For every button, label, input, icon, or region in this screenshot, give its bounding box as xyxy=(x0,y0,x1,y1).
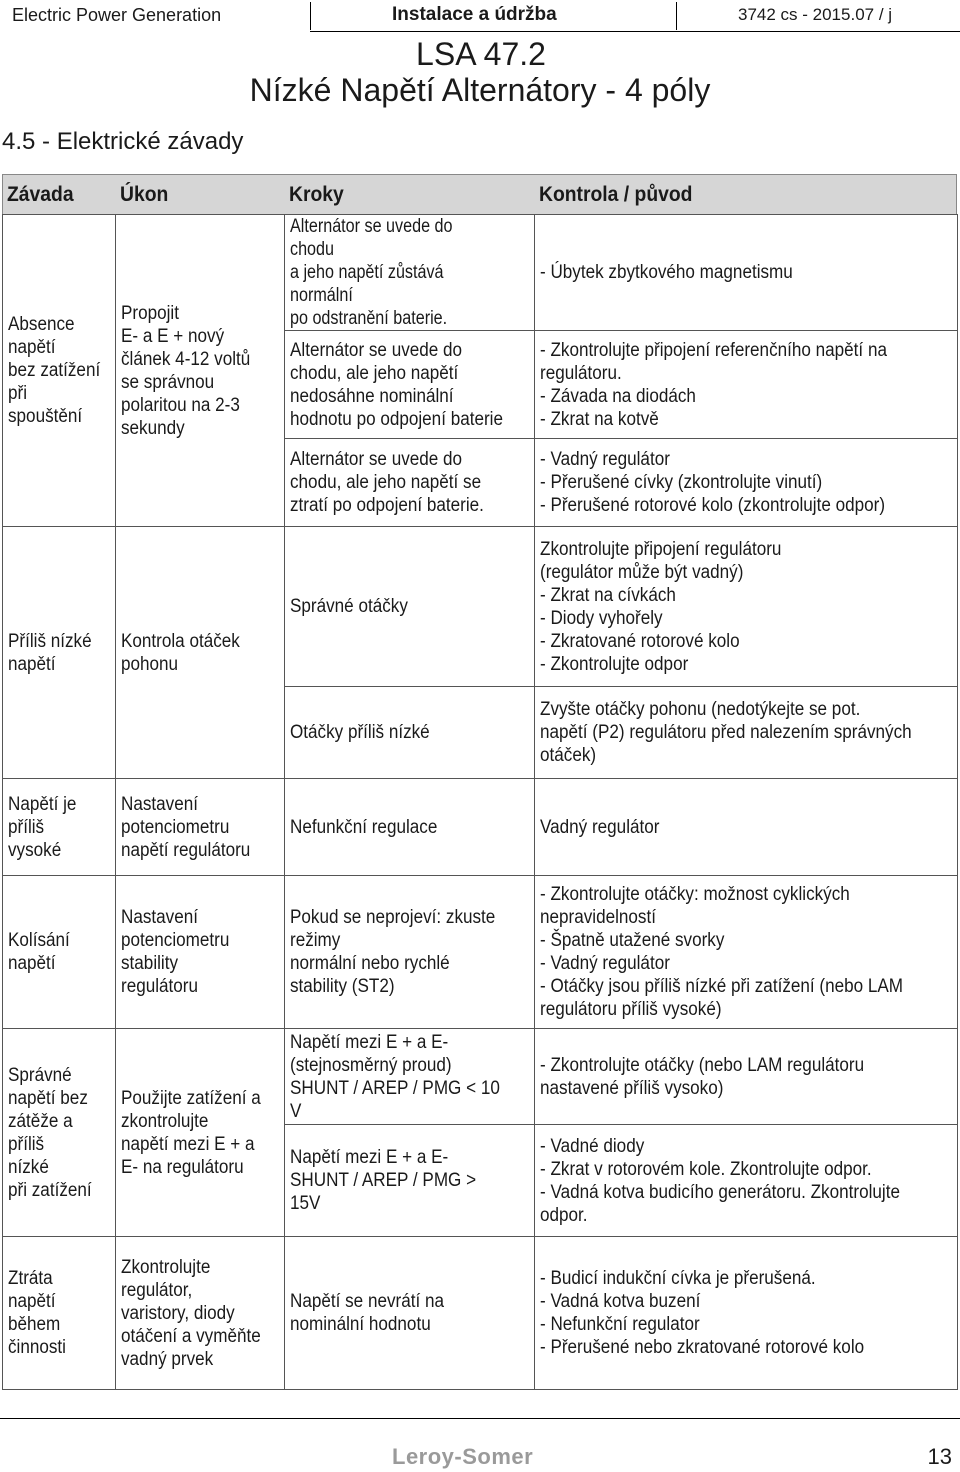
fault-cell xyxy=(3,1237,116,1390)
action-cell xyxy=(116,215,285,527)
action-text: Propojit E- a E + nový článek 4-12 voltů se správnou polaritou na 2-3 sekundy xyxy=(121,302,251,439)
page-number: 13 xyxy=(927,1444,952,1469)
table-row xyxy=(3,527,958,687)
check-text: - Vadné diody - Zkrat v rotorovém kole. Zkontrolujte odpor. - Vadná kotva budicího generátoru. Zkontrolujte odpor. xyxy=(540,1135,900,1226)
header-divider xyxy=(676,2,677,30)
check-text: Zkontrolujte připojení regulátoru (regulátor může být vadný) - Zkrat na cívkách - Diody vyhořely - Zkratované rotorové kolo - Zkontrolujte odpor xyxy=(540,538,782,675)
action-text: Nastavení potenciometru napětí regulátoru xyxy=(121,793,251,861)
step-text: Napětí mezi E + a E- (stejnosměrný proud) SHUNT / AREP / PMG < 10 V xyxy=(290,1031,500,1122)
step-text: Napětí mezi E + a E- SHUNT / AREP / PMG > 15V xyxy=(290,1147,477,1214)
model-subtitle: Nízké Napětí Alternátory - 4 póly xyxy=(249,72,711,108)
action-text: Použijte zatížení a zkontrolujte napětí mezi E + a E- na regulátoru xyxy=(121,1087,261,1178)
step-cell xyxy=(285,779,535,876)
fault-cell xyxy=(3,779,116,876)
fault-cell xyxy=(3,527,116,779)
step-text: Alternátor se uvede do chodu, ale jeho napětí se ztratí po odpojení baterie. xyxy=(290,449,484,516)
company-name: Electric Power Generation xyxy=(12,5,222,25)
check-text: - Úbytek zbytkového magnetismu xyxy=(540,262,793,283)
action-text: Zkontrolujte regulátor, varistory, diody otáčení a vyměňte vadný prvek xyxy=(121,1256,261,1370)
table-row xyxy=(3,1029,958,1125)
check-cell xyxy=(535,215,958,331)
action-cell xyxy=(116,779,285,876)
action-cell xyxy=(116,1237,285,1390)
check-cell xyxy=(535,527,958,687)
step-cell xyxy=(285,1029,535,1125)
column-header-check: Kontrola / původ xyxy=(539,183,693,206)
check-text: - Zkontrolujte otáčky (nebo LAM regulátoru nastavené příliš vysoko) xyxy=(540,1054,865,1099)
check-cell xyxy=(535,1029,958,1125)
fault-table xyxy=(2,214,958,1390)
step-text: Pokud se neprojeví: zkuste režimy normální nebo rychlé stability (ST2) xyxy=(290,907,496,997)
table-header xyxy=(2,174,957,215)
fault-cell xyxy=(3,876,116,1029)
step-cell xyxy=(285,215,535,331)
brand-logo: Leroy-Somer xyxy=(392,1444,534,1469)
page-header xyxy=(0,0,960,30)
action-cell xyxy=(116,876,285,1029)
check-text: - Zkontrolujte připojení referenčního napětí na regulátoru. - Závada na diodách - Zkrat na kotvě xyxy=(540,339,887,430)
check-cell xyxy=(535,876,958,1029)
check-cell xyxy=(535,687,958,779)
action-cell xyxy=(116,1029,285,1237)
check-text: - Zkontrolujte otáčky: možnost cyklických nepravidelností - Špatně utažené svorky - Vadný regulátor - Otáčky jsou příliš nízké při zatížení (nebo LAM regulátoru příliš vysoké) xyxy=(540,884,904,1020)
action-cell xyxy=(116,527,285,779)
check-cell xyxy=(535,1125,958,1237)
action-text: Kontrola otáček pohonu xyxy=(121,630,240,675)
step-text: Správné otáčky xyxy=(290,596,408,617)
fault-text: Kolísání napětí xyxy=(8,930,70,974)
step-text: Napětí se nevrátí na nominální hodnotu xyxy=(290,1291,444,1335)
step-text: Nefunkční regulace xyxy=(290,816,438,838)
step-text: Otáčky příliš nízké xyxy=(290,722,430,743)
document-reference: 3742 cs - 2015.07 / j xyxy=(738,5,893,24)
header-divider xyxy=(310,2,311,30)
check-text: Zvyšte otáčky pohonu (nedotýkejte se pot. napětí (P2) regulátoru před nalezením správných otáček) xyxy=(540,699,912,766)
check-text: - Vadný regulátor - Přerušené cívky (zkontrolujte vinutí) - Přerušené rotorové kolo (zkontrolujte odpor) xyxy=(540,449,886,516)
check-cell xyxy=(535,331,958,439)
fault-text: Ztráta napětí během činnosti xyxy=(8,1268,66,1358)
step-cell xyxy=(285,1125,535,1237)
step-cell xyxy=(285,1237,535,1390)
fault-text: Správné napětí bez zátěže a příliš nízké při zatížení xyxy=(8,1064,92,1201)
section-heading: 4.5 - Elektrické závady xyxy=(2,128,244,155)
fault-cell xyxy=(3,1029,116,1237)
column-header-steps: Kroky xyxy=(289,183,344,206)
model-title: LSA 47.2 xyxy=(416,36,546,72)
check-text: - Budicí indukční cívka je přerušená. - Vadná kotva buzení - Nefunkční regulator - Přerušené nebo zkratované rotorové kolo xyxy=(540,1268,865,1358)
column-header-action: Úkon xyxy=(120,183,169,206)
fault-text: Příliš nízké napětí xyxy=(8,630,92,675)
fault-cell xyxy=(3,215,116,527)
table-row xyxy=(3,876,958,1029)
check-cell xyxy=(535,439,958,527)
footer-rule xyxy=(0,1418,960,1419)
step-cell xyxy=(285,876,535,1029)
check-text: Vadný regulátor xyxy=(540,816,660,838)
fault-text: Napětí je příliš vysoké xyxy=(8,793,77,861)
action-text: Nastavení potenciometru stability regulátoru xyxy=(121,907,230,997)
table-row xyxy=(3,215,958,331)
section-title: Instalace a údržba xyxy=(392,4,557,25)
step-text: Alternátor se uvede do chodu a jeho napětí zůstává normální po odstranění baterie. xyxy=(290,216,453,329)
fault-text: Absence napětí bez zatížení při spouštění xyxy=(8,314,101,427)
column-header-fault: Závada xyxy=(7,183,74,206)
check-cell xyxy=(535,1237,958,1390)
step-cell xyxy=(285,331,535,439)
header-rule xyxy=(310,31,960,32)
table-row xyxy=(3,779,958,876)
step-cell xyxy=(285,687,535,779)
table-row xyxy=(3,1237,958,1390)
check-cell xyxy=(535,779,958,876)
step-cell xyxy=(285,439,535,527)
step-cell xyxy=(285,527,535,687)
step-text: Alternátor se uvede do chodu, ale jeho napětí nedosáhne nominální hodnotu po odpojení baterie xyxy=(290,339,503,430)
